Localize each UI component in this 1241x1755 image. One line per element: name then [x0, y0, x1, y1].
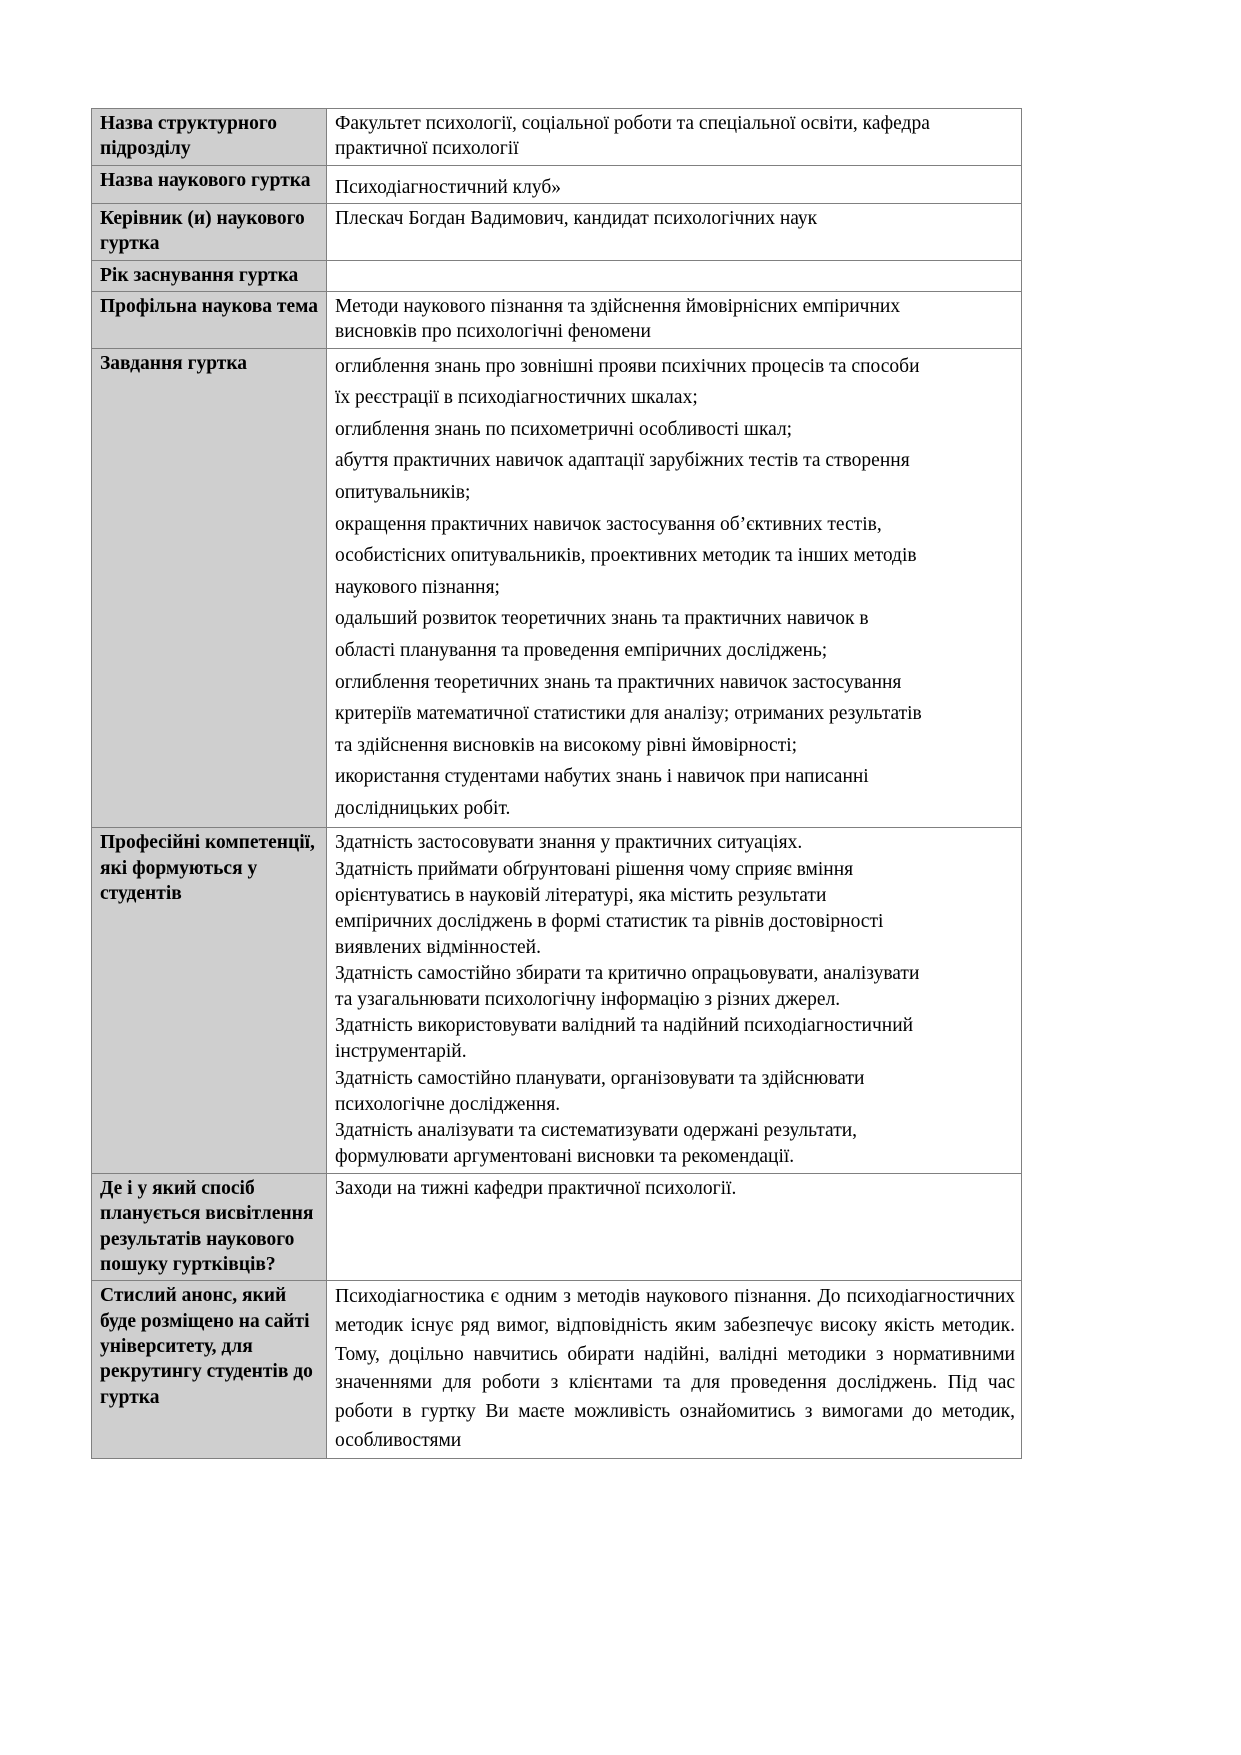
- table-row: [92, 348, 1022, 828]
- text-line: висновків про психологічні феномени: [335, 321, 651, 343]
- table-row: [92, 165, 1022, 203]
- row-value-foundation-year: [327, 260, 1022, 291]
- row-label-structural-unit: Назва структурного підрозділу: [92, 109, 327, 166]
- row-value-structural-unit: [327, 109, 1022, 166]
- table-row: [92, 1281, 1022, 1459]
- row-label-club-name: Назва наукового гуртка: [92, 165, 327, 203]
- row-value-professional-competencies: [327, 828, 1022, 1174]
- row-label-short-announcement: Стислий анонс, який буде розміщено на сайті університету, для рекрутингу студентів до гуртка: [92, 1281, 327, 1459]
- text-line: Методи наукового пізнання та здійснення ймовірнісних емпіричних: [335, 296, 901, 318]
- table-row: [92, 828, 1022, 1174]
- text-line: області планування та проведення емпіричних досліджень;: [335, 639, 828, 661]
- text-line: Здатність аналізувати та систематизувати одержані результати,: [335, 1119, 858, 1141]
- text-line: опитувальників;: [335, 482, 471, 504]
- text-line: виявлених відмінностей.: [335, 936, 541, 958]
- text-line: оглиблення знань про зовнішні прояви психічних процесів та способи: [335, 355, 920, 377]
- row-value-dissemination-plan: [327, 1174, 1022, 1281]
- row-label-supervisor: Керівник (и) наукового гуртка: [92, 204, 327, 261]
- text-line: інструментарій.: [335, 1041, 467, 1063]
- text-line: оглиблення знань по психометричні особливості шкал;: [335, 418, 793, 440]
- text-line: оглиблення теоретичних знань та практичних навичок застосування: [335, 671, 902, 693]
- row-value-supervisor: [327, 204, 1022, 261]
- text-line: Здатність використовувати валідний та надійний психодіагностичний: [335, 1015, 914, 1037]
- text-line: Здатність самостійно планувати, організовувати та здійснювати: [335, 1067, 865, 1089]
- text-line: наукового пізнання;: [335, 576, 500, 598]
- row-value-club-name: [327, 165, 1022, 203]
- announcement-paragraph: Психодіагностика є одним з методів наукового пізнання. До психодіагностичних методик існує ряд вимог, відповідність яким забезпечує високу якість методик. Тому, доцільно навчитись обирати надійні, валідні методики з нормативними значеннями для роботи з клієнтами та для проведення досліджень. Під час роботи в гуртку Ви маєте можливість ознайомитись з вимогами до методик, особливостями: [335, 1286, 1015, 1451]
- table-row: [92, 109, 1022, 166]
- row-label-professional-competencies: Професійні компетенції, які формуються у студентів: [92, 828, 327, 1174]
- text-line: та узагальнювати психологічну інформацію з різних джерел.: [335, 989, 841, 1011]
- table-row: [92, 1174, 1022, 1281]
- research-club-info-table: [91, 108, 1022, 1459]
- row-value-club-tasks: [327, 348, 1022, 828]
- text-line: формулювати аргументовані висновки та рекомендації.: [335, 1145, 795, 1167]
- text-line: дослідницьких робіт.: [335, 797, 511, 819]
- text-line: особистісних опитувальників, проективних методик та інших методів: [335, 545, 917, 567]
- text-line: Здатність самостійно збирати та критично опрацьовувати, аналізувати: [335, 963, 920, 985]
- table-row: [92, 260, 1022, 291]
- text-line: Факультет психології, соціальної роботи та спеціальної освіти, кафедра: [335, 113, 930, 134]
- table-row: [92, 204, 1022, 261]
- text-line: Психодіагностичний клуб»: [335, 176, 562, 198]
- text-line: Здатність приймати обґрунтовані рішення чому сприяє вміння: [335, 858, 854, 880]
- row-value-short-announcement: [327, 1281, 1022, 1459]
- table-row: [92, 292, 1022, 349]
- text-line: критеріїв математичної статистики для аналізу; отриманих результатів: [335, 703, 922, 725]
- row-label-dissemination-plan: Де і у який спосіб планується висвітлення результатів наукового пошуку гуртківців?: [92, 1174, 327, 1281]
- row-label-research-topic: Профільна наукова тема: [92, 292, 327, 349]
- text-line: їх реєстрації в психодіагностичних шкалах;: [335, 387, 698, 409]
- text-line: икористання студентами набутих знань і навичок при написанні: [335, 766, 869, 788]
- text-line: орієнтуватись в науковій літературі, яка містить результати: [335, 884, 827, 906]
- text-line: абуття практичних навичок адаптації зарубіжних тестів та створення: [335, 450, 910, 472]
- text-line: емпіричних досліджень в формі статистик та рівнів достовірності: [335, 910, 884, 932]
- row-label-foundation-year: Рік заснування гуртка: [92, 260, 327, 291]
- text-line: окращення практичних навичок застосування об’єктивних тестів,: [335, 513, 882, 535]
- text-line: Заходи на тижні кафедри практичної психології.: [335, 1178, 737, 1200]
- text-line: та здійснення висновків на високому рівні ймовірності;: [335, 734, 798, 756]
- text-line: одальший розвиток теоретичних знань та практичних навичок в: [335, 608, 869, 630]
- table-body: [92, 109, 1022, 1459]
- text-line: Здатність застосовувати знання у практичних ситуаціях.: [335, 832, 803, 854]
- text-line: практичної психології: [335, 138, 519, 160]
- text-line: психологічне дослідження.: [335, 1093, 561, 1115]
- text-line: Плескач Богдан Вадимович, кандидат психологічних наук: [335, 208, 818, 230]
- row-label-club-tasks: Завдання гуртка: [92, 348, 327, 828]
- row-value-research-topic: [327, 292, 1022, 349]
